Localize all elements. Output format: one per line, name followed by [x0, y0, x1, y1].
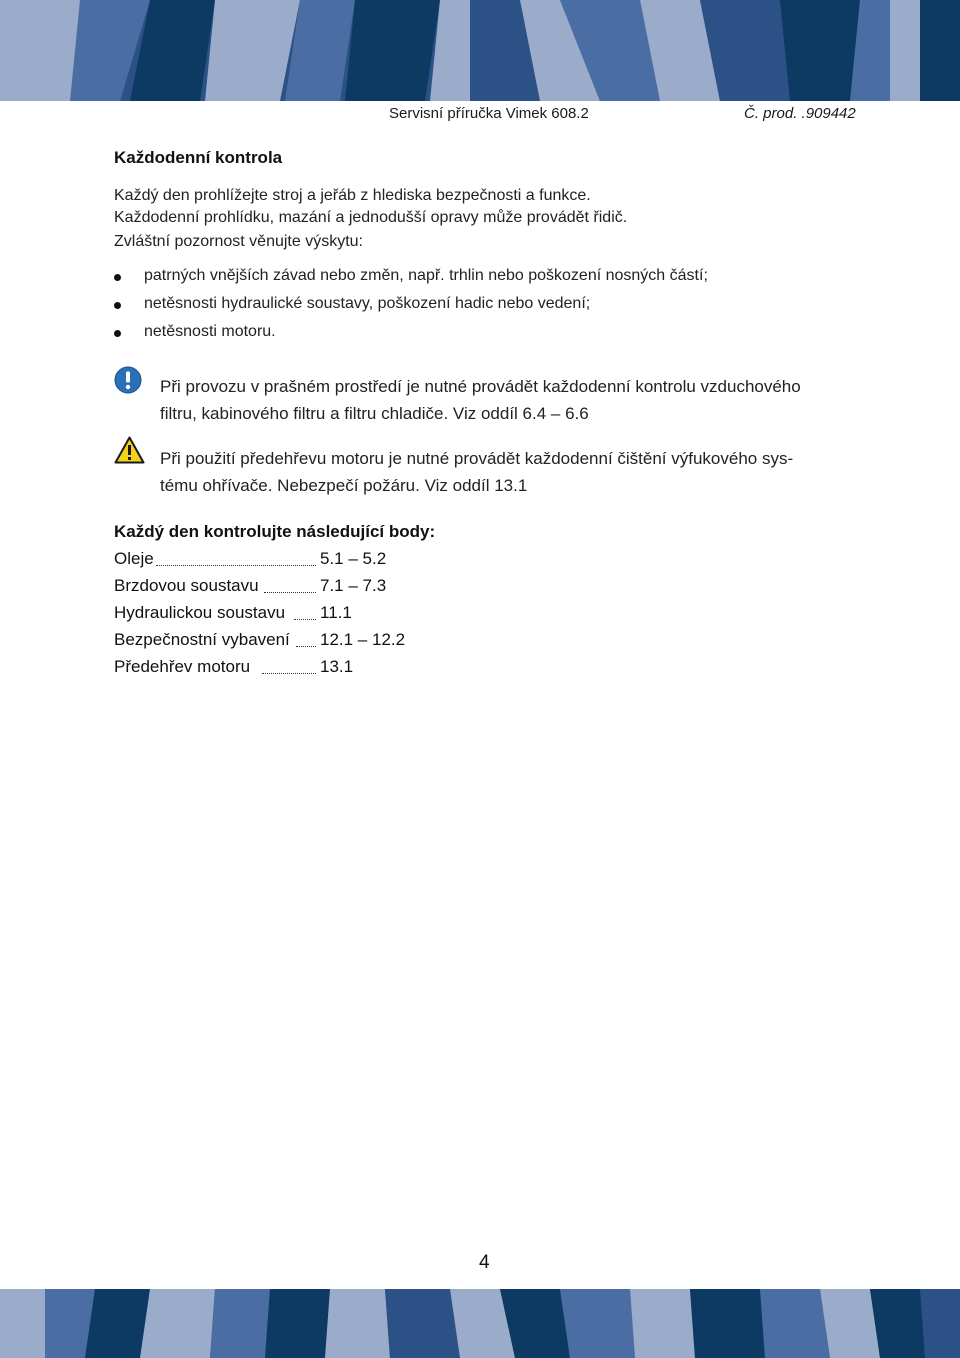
- warning-note-line-2: tému ohřívače. Nebezpečí požáru. Viz oddíl 13.1: [160, 476, 528, 495]
- list-item-text: netěsnosti hydraulické soustavy, poškození hadic nebo vedení;: [144, 295, 591, 312]
- checklist-item-label: Brzdovou soustavu: [114, 576, 259, 595]
- dotted-leader: [294, 619, 316, 620]
- checklist-item-reference: 7.1 – 7.3: [320, 576, 387, 595]
- checklist-item-label: Předehřev motoru: [114, 657, 251, 676]
- warning-note-line-1: Při použití předehřevu motoru je nutné provádět každodenní čištění výfukového sys-: [160, 449, 794, 468]
- dotted-leader: [262, 673, 316, 674]
- header-product-number: Č. prod. .909442: [744, 105, 856, 122]
- intro-line-3: Zvláštní pozornost věnujte výskytu:: [114, 233, 363, 250]
- dotted-leader: [296, 646, 316, 647]
- page-number: 4: [479, 1252, 490, 1273]
- header-decorative-band: [0, 0, 960, 101]
- dotted-leader: [264, 592, 316, 593]
- section-title: Každodenní kontrola: [114, 148, 283, 167]
- bullet-dot-icon: [114, 302, 121, 309]
- checklist-item-reference: 13.1: [320, 657, 354, 676]
- dotted-leader: [156, 565, 316, 566]
- exclamation-info-icon: [114, 366, 142, 394]
- info-note-line-2: filtru, kabinového filtru a filtru chladiče. Viz oddíl 6.4 – 6.6: [160, 404, 589, 423]
- info-note-line-1: Při provozu v prašném prostředí je nutné provádět každodenní kontrolu vzduchového: [160, 377, 801, 396]
- checklist-item-reference: 11.1: [320, 603, 352, 622]
- footer-band-graphic: [0, 1289, 960, 1358]
- intro-line-1: Každý den prohlížejte stroj a jeřáb z hlediska bezpečnosti a funkce.: [114, 187, 591, 204]
- header-band-graphic: [0, 0, 960, 101]
- checklist-title: Každý den kontrolujte následující body:: [114, 522, 436, 541]
- checklist-item-label: Oleje: [114, 549, 154, 568]
- checklist-item-reference: 5.1 – 5.2: [320, 549, 387, 568]
- checklist-item-label: Hydraulickou soustavu: [114, 603, 286, 622]
- bullet-dot-icon: [114, 274, 121, 281]
- info-note: [160, 373, 801, 427]
- list-item-text: netěsnosti motoru.: [144, 323, 276, 340]
- footer-decorative-band: [0, 1289, 960, 1358]
- list-item-text: patrných vnějších závad nebo změn, např. trhlin nebo poškození nosných částí;: [144, 267, 708, 284]
- warning-note: [160, 445, 793, 499]
- intro-line-2: Každodenní prohlídku, mazání a jednodušší opravy může provádět řidič.: [114, 209, 628, 226]
- checklist-item-label: Bezpečnostní vybavení: [114, 630, 290, 649]
- header-manual-title: Servisní příručka Vimek 608.2: [389, 105, 589, 122]
- warning-triangle-icon: [114, 436, 145, 464]
- bullet-dot-icon: [114, 330, 121, 337]
- checklist-item-reference: 12.1 – 12.2: [320, 630, 406, 649]
